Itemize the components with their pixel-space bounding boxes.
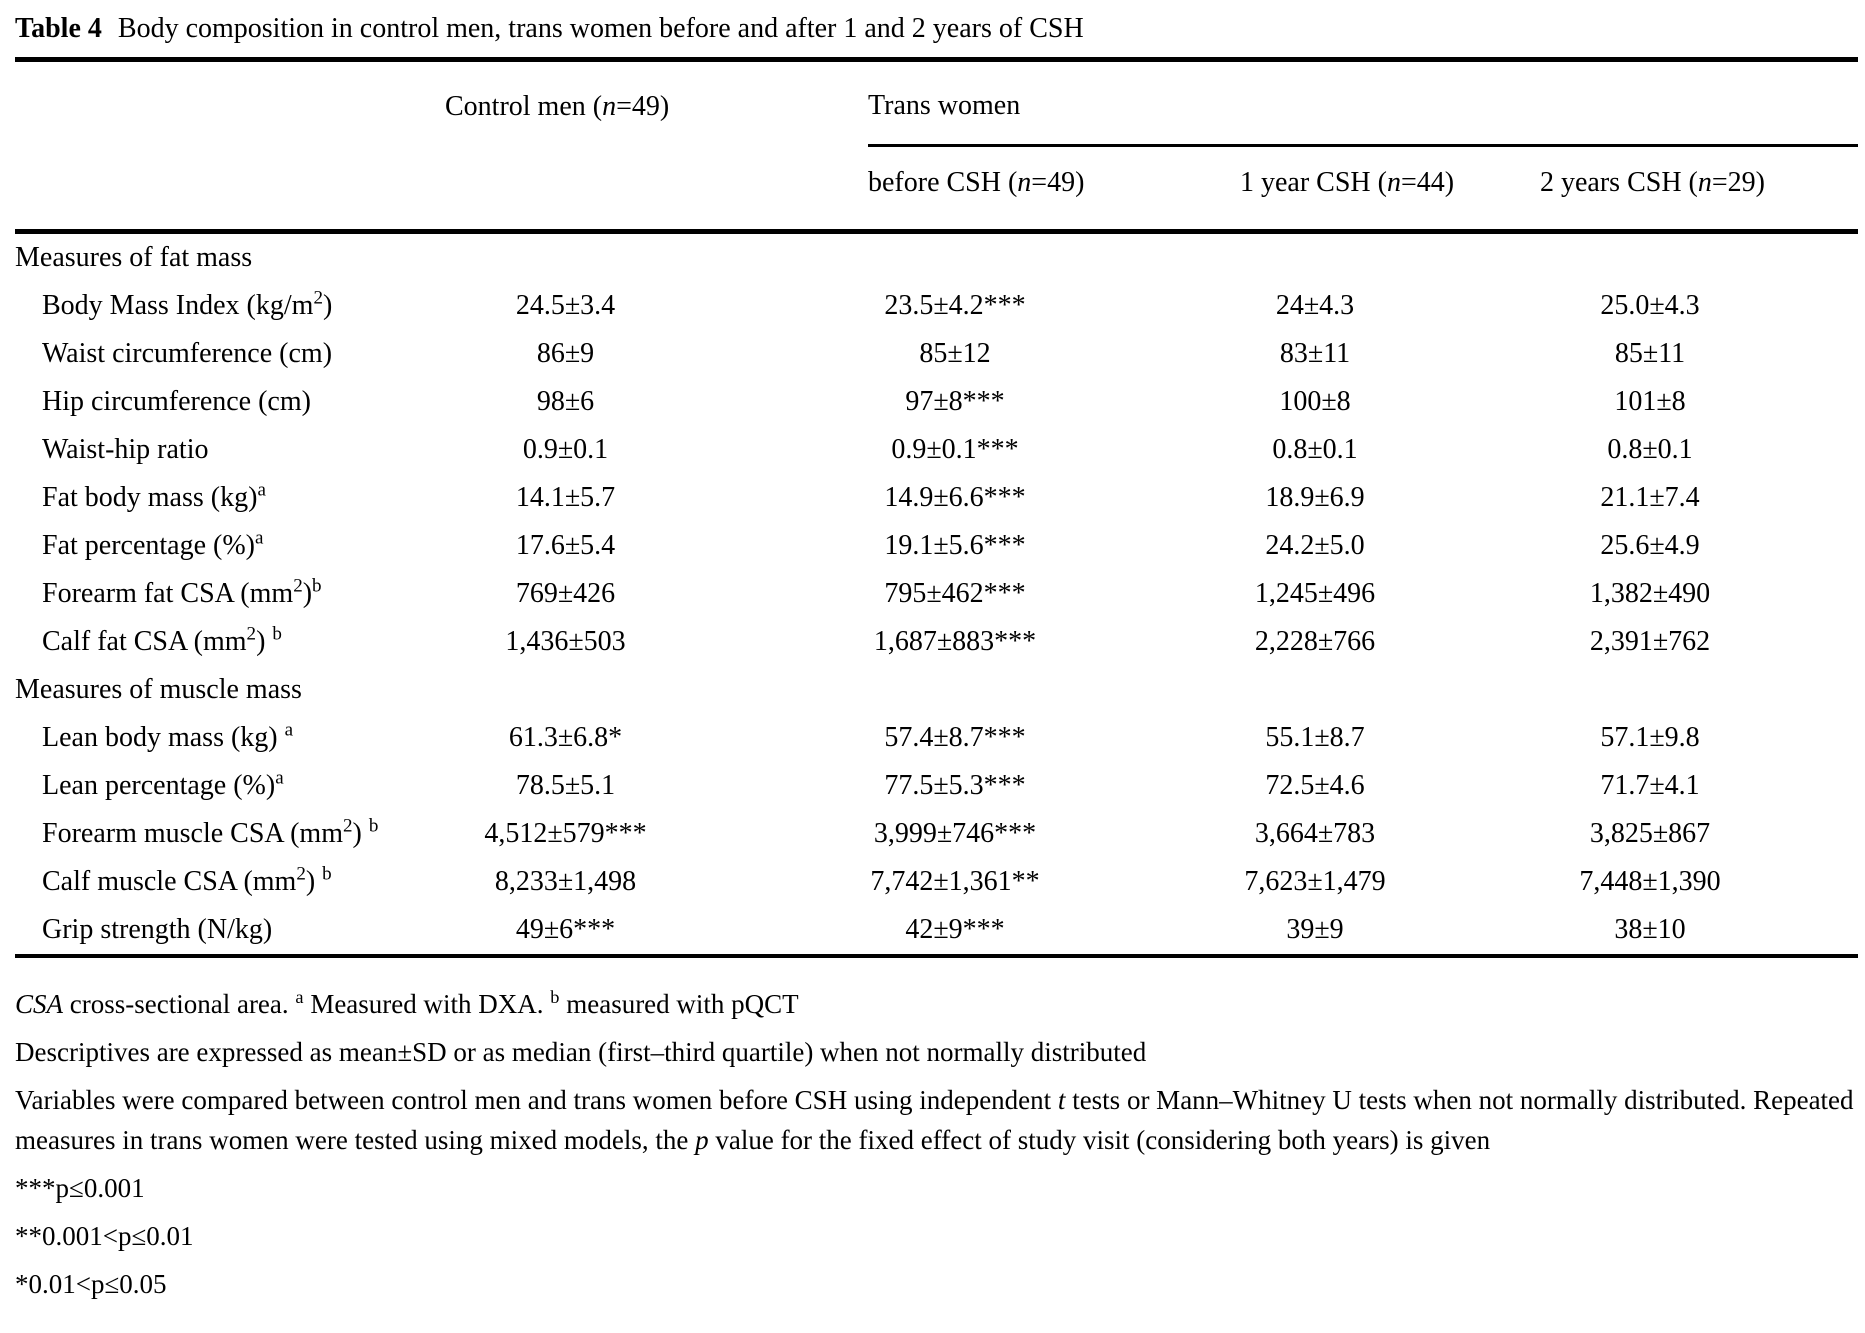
cell-value: 25.0±4.3 (1600, 290, 1700, 321)
table-header (15, 60, 1858, 232)
table-number: Table 4 (15, 13, 102, 44)
body-composition-table (15, 57, 1858, 958)
row-label: Measures of fat mass (15, 242, 253, 273)
cell-value: 85±11 (1614, 338, 1686, 369)
cell-value: 77.5±5.3*** (884, 770, 1026, 801)
cell-value: 55.1±8.7 (1265, 722, 1365, 753)
col-header-control-men: Control men (n=49) (445, 90, 670, 122)
header-row-groups (15, 60, 1858, 146)
cell-value (445, 232, 868, 283)
cell-value: 86±9 (536, 338, 595, 369)
cell-value: 61.3±6.8* (508, 722, 623, 753)
row-label: Calf muscle CSA $(mm^2)$ $^b$ (42, 863, 332, 897)
cell-value: 3,664±783 (1254, 818, 1376, 849)
cell-value: 71.7±4.1 (1600, 770, 1700, 801)
col-header-trans-women: Trans women (868, 60, 1858, 146)
cell-value: 0.9±0.1*** (891, 434, 1019, 465)
header-empty-cell (15, 60, 445, 146)
row-label: Lean body mass (kg) $^a$ (42, 719, 294, 753)
cell-value: 38±10 (1540, 906, 1858, 956)
cell-value: 57.1±9.8 (1600, 722, 1700, 753)
cell-value: 78.5±5.1 (515, 770, 616, 801)
cell-value: 17.6±5.4 (515, 530, 616, 561)
row-label: Waist circumference (cm) (42, 338, 333, 369)
table-row (15, 474, 1858, 522)
cell-value: 97±8*** (905, 386, 1005, 417)
row-label: Fat body mass (kg)$^a$ (42, 479, 266, 513)
table-row (15, 282, 1858, 330)
footnote: ***p≤0.001 (15, 1173, 145, 1203)
table-title (15, 12, 1856, 46)
cell-value: 72.5±4.6 (1265, 770, 1365, 801)
cell-value: 42±9*** (868, 906, 1240, 956)
cell-value: 2,391±762 (1589, 626, 1711, 657)
cell-value: 7,623±1,479 (1244, 866, 1386, 897)
section-row (15, 232, 1858, 283)
table-row (15, 570, 1858, 618)
row-label: Forearm fat CSA $(mm^2)^b$ (42, 575, 322, 609)
row-label: Forearm muscle CSA $(mm^2)$ $^b$ (42, 815, 379, 849)
cell-value: 0.8±0.1 (1272, 434, 1358, 465)
cell-value (1540, 666, 1858, 714)
cell-value: 24.2±5.0 (1265, 530, 1365, 561)
row-label: Body Mass Index $(kg/m^2)$ (42, 287, 333, 321)
cell-value: 49±6*** (445, 906, 868, 956)
footnote: Descriptives are expressed as mean±SD or as median (first–third quartile) when not normally distributed (15, 1037, 1147, 1067)
table-row (15, 810, 1858, 858)
cell-value: 24±4.3 (1275, 290, 1355, 321)
row-label: Lean percentage (%)$^a$ (42, 767, 284, 801)
row-label: Hip circumference (cm) (42, 386, 311, 417)
cell-value: 25.6±4.9 (1600, 530, 1700, 561)
table-row (15, 858, 1858, 906)
cell-value: 19.1±5.6*** (884, 530, 1026, 561)
cell-value: 100±8 (1279, 386, 1351, 417)
cell-value: 1,687±883*** (873, 626, 1037, 657)
footnote: *0.01<p≤0.05 (15, 1269, 167, 1299)
cell-value: 14.9±6.6*** (884, 482, 1026, 513)
row-label: Waist-hip ratio (42, 434, 209, 465)
row-label: Measures of muscle mass (15, 674, 302, 705)
cell-value: 795±462*** (884, 578, 1026, 609)
col-header-1-year-csh: 1 year CSH (n=44) (1240, 146, 1540, 232)
header-empty-cell (15, 146, 445, 232)
table-row (15, 714, 1858, 762)
cell-value: 7,448±1,390 (1579, 866, 1721, 897)
cell-value: 18.9±6.9 (1265, 482, 1365, 513)
header-row-subcolumns (15, 146, 1858, 232)
cell-value: 0.9±0.1 (522, 434, 609, 465)
table-row (15, 906, 1858, 956)
cell-value: 7,742±1,361** (870, 866, 1040, 897)
cell-value: 1,436±503 (505, 626, 626, 657)
table-row (15, 522, 1858, 570)
cell-value: 3,825±867 (1589, 818, 1711, 849)
col-header-before-csh: before CSH (n=49) (868, 146, 1240, 232)
cell-value (1240, 232, 1540, 283)
cell-value (868, 666, 1240, 714)
footnote: Variables were compared between control men and trans women before CSH using independent t tests or Mann–Whitney U tests when not normally distributed. Repeated measures in trans women were tested using mixed models, the p value for the fixed effect of study visit (considering both years) is given (15, 1085, 1854, 1155)
table-row (15, 762, 1858, 810)
cell-value: 101±8 (1614, 386, 1686, 417)
cell-value: 0.8±0.1 (1607, 434, 1693, 465)
row-label: Calf fat CSA $(mm^2)$ $^b$ (42, 623, 282, 657)
cell-value (445, 666, 868, 714)
cell-value: 24.5±3.4 (515, 290, 616, 321)
cell-value (1240, 666, 1540, 714)
cell-value: 14.1±5.7 (515, 482, 616, 513)
cell-value: 3,999±746*** (873, 818, 1037, 849)
table-row (15, 618, 1858, 666)
row-label: Fat percentage (%)$^a$ (42, 527, 264, 561)
cell-value: 769±426 (515, 578, 616, 609)
table-row (15, 378, 1858, 426)
header-empty-cell (445, 146, 868, 232)
cell-value: 8,233±1,498 (494, 866, 637, 897)
cell-value (868, 232, 1240, 283)
cell-value: 4,512±579*** (484, 818, 647, 849)
section-row (15, 666, 1858, 714)
cell-value: 85±12 (919, 338, 991, 369)
table-caption: Body composition in control men, trans women before and after 1 and 2 years of CSH (117, 13, 1084, 44)
cell-value: 21.1±7.4 (1600, 482, 1700, 513)
table-body (15, 232, 1858, 957)
cell-value: 2,228±766 (1254, 626, 1376, 657)
cell-value: 57.4±8.7*** (884, 722, 1026, 753)
cell-value: 1,382±490 (1589, 578, 1711, 609)
cell-value: 98±6 (536, 386, 595, 417)
table-row (15, 426, 1858, 474)
cell-value: 23.5±4.2*** (884, 290, 1026, 321)
footnote: CSA cross-sectional area. $^a$ Measured with DXA. $^b$ measured with pQCT (15, 987, 799, 1019)
table-row (15, 330, 1858, 378)
row-label: Grip strength (N/kg) (15, 906, 445, 956)
col-header-2-years-csh: 2 years CSH (n=29) (1540, 146, 1858, 232)
cell-value: 1,245±496 (1254, 578, 1376, 609)
cell-value (1540, 232, 1858, 283)
footnote: **0.001<p≤0.01 (15, 1221, 194, 1251)
footnotes (15, 984, 1858, 1304)
cell-value: 39±9 (1240, 906, 1540, 956)
cell-value: 83±11 (1279, 338, 1351, 369)
